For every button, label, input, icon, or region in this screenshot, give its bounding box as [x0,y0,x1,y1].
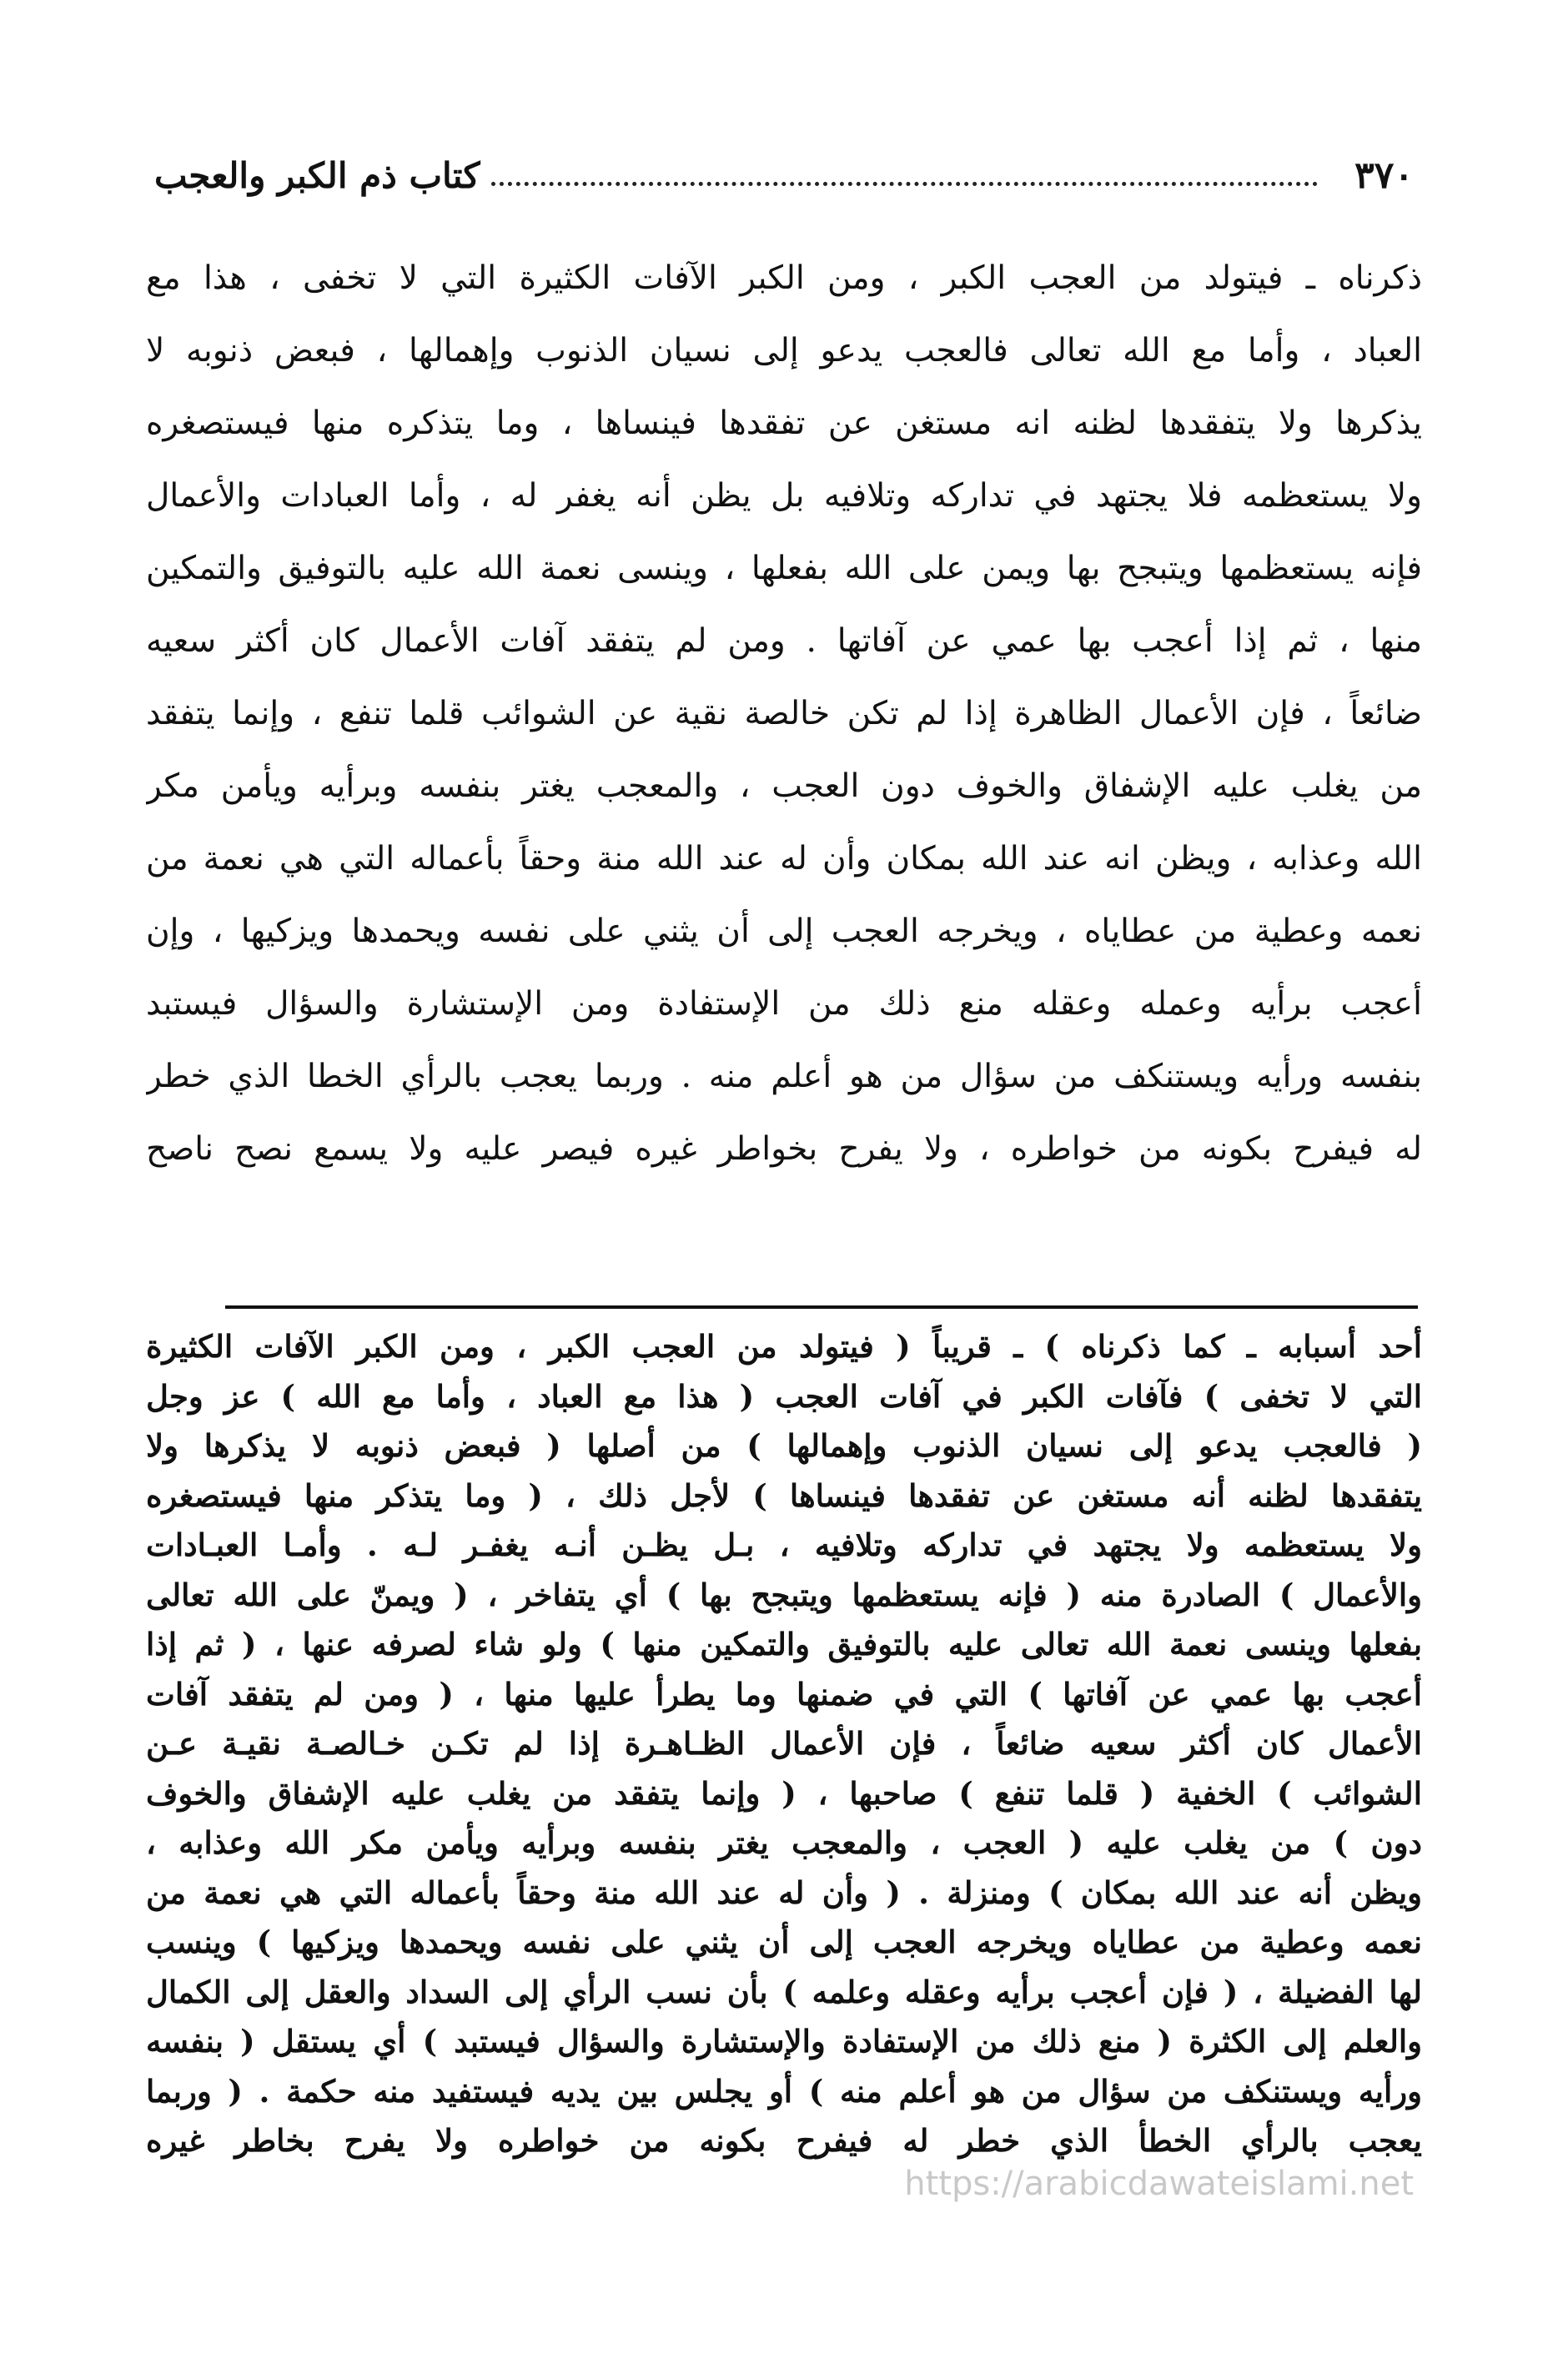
commentary-text-line: دون ) من يغلب عليه ( العجب ، والمعجب يغتر بنفسه وبرأيه ويأمن مكر الله وعذابه ، [146,1824,1422,1861]
commentary-text-block [146,1322,1422,2166]
chapter-title: كتاب ذم الكبر والعجب [154,154,480,196]
commentary-text-line: يعجب بالرأي الخطأ الذي خطر له فيفرح بكونه من خواطره ولا يفرح بخاطر غيره [146,2122,1422,2159]
commentary-text-line: ( فالعجب يدعو إلى نسيان الذنوب وإهمالها ) من أصلها ( فبعض ذنوبه لا يذكرها ولا [146,1427,1422,1464]
watermark-url: https://arabicdawateislami.net [904,2165,1414,2203]
section-divider [225,1305,1418,1309]
commentary-text-line: والأعمال ) الصادرة منه ( فإنه يستعظمها ويتبجح بها ) أي يتفاخر ، ( ويمنّ على الله تعالى [146,1576,1422,1613]
main-text-line: بنفسه ورأيه ويستنكف من سؤال من هو أعلم منه . وربما يعجب بالرأي الخطا الذي خطر [146,1058,1422,1095]
commentary-text-line: ورأيه ويستنكف من سؤال من هو أعلم منه ) أو يجلس بين يديه فيستفيد منه حكمة . ( وربما [146,2072,1422,2110]
commentary-text-line: ولا يستعظمه ولا يجتهد في تداركه وتلافيه ، بـل يظـن أنـه يغفـر لـه . وأمـا العبـادات [146,1527,1422,1563]
commentary-text-line: الشوائب ) الخفية ( قلما تنفع ) صاحبها ، ( وإنما يتفقد من يغلب عليه الإشفاق والخوف [146,1774,1422,1812]
commentary-text-line: والعلم إلى الكثرة ( منع ذلك من الإستفادة والإستشارة والسؤال فيستبد ) أي يستقل ( بنفسه [146,2023,1422,2060]
main-text-line: فإنه يستعظمها ويتبجح بها ويمن على الله بفعلها ، وينسى نعمة الله عليه بالتوفيق والتمكين [146,550,1422,587]
commentary-text-line: أعجب بها عمي عن آفاتها ) التي في ضمنها وما يطرأ عليها منها ، ( ومن لم يتفقد آفات [146,1675,1422,1713]
main-text-line: الله وعذابه ، ويظن انه عند الله بمكان وأن له عند الله منة وحقاً بأعماله التي هي نعمة من [146,840,1422,878]
commentary-text-line: نعمه وعطية من عطاياه ويخرجه العجب إلى أن يثني على نفسه ويحمدها ويزكيها ) وينسب [146,1924,1422,1960]
commentary-text-line: بفعلها وينسى نعمة الله تعالى عليه بالتوفيق والتمكين منها ) ولو شاء لصرفه عنها ، ( ثم إذا [146,1626,1422,1662]
header-dotted-leader [491,182,1318,186]
commentary-text-line: الأعمال كان أكثر سعيه ضائعاً ، فإن الأعمال الظـاهـرة إذا لم تكـن خـالصـة نقيـة عـن [146,1725,1422,1762]
main-text-line: العباد ، وأما مع الله تعالى فالعجب يدعو إلى نسيان الذنوب وإهمالها ، فبعض ذنوبه لا [146,332,1422,370]
commentary-text-line: لها الفضيلة ، ( فإن أعجب برأيه وعقله وعلمه ) بأن نسب الرأي إلى السداد والعقل إلى الكمال [146,1973,1422,2010]
main-text-line: منها ، ثم إذا أعجب بها عمي عن آفاتها . ومن لم يتفقد آفات الأعمال كان أكثر سعيه [146,622,1422,660]
main-text-line: يذكرها ولا يتفقدها لظنه انه مستغن عن تفقدها فينساها ، وما يتذكره منها فيستصغره [146,405,1422,442]
page-header [154,150,1414,200]
commentary-text-line: يتفقدها لظنه أنه مستغن عن تفقدها فينساها ) لأجل ذلك ، ( وما يتذكر منها فيستصغره [146,1476,1422,1514]
main-text-line: من يغلب عليه الإشفاق والخوف دون العجب ، والمعجب يغتر بنفسه وبرأيه ويأمن مكر [146,767,1422,805]
page-number: ٣٧٠ [1354,153,1414,197]
main-text-line: أعجب برأيه وعمله وعقله منع ذلك من الإستفادة ومن الإستشارة والسؤال فيستبد [146,985,1422,1023]
main-text-line: ولا يستعظمه فلا يجتهد في تداركه وتلافيه بل يظن أنه يغفر له ، وأما العبادات والأعمال [146,477,1422,515]
main-text-line: ذكرناه ـ فيتولد من العجب الكبر ، ومن الكبر الآفات الكثيرة التي لا تخفى ، هذا مع [146,259,1422,297]
commentary-text-line: ويظن أنه عند الله بمكان ) ومنزلة . ( وأن له عند الله منة وحقاً بأعماله التي هي نعمة من [146,1874,1422,1911]
main-text-line: نعمه وعطية من عطاياه ، ويخرجه العجب إلى أن يثني على نفسه ويحمدها ويزكيها ، وإن [146,913,1422,950]
main-text-line: له فيفرح بكونه من خواطره ، ولا يفرح بخواطر غيره فيصر عليه ولا يسمع نصح ناصح [146,1130,1422,1168]
commentary-text-line: أحد أسبابه ـ كما ذكرناه ) ـ قريباً ( فيتولد من العجب الكبر ، ومن الكبر الآفات الكثيرة [146,1328,1422,1365]
main-text-line: ضائعاً ، فإن الأعمال الظاهرة إذا لم تكن خالصة نقية عن الشوائب قلما تنفع ، وإنما يتفقد [146,695,1422,732]
main-text-block [146,242,1422,1185]
commentary-text-line: التي لا تخفى ) فآفات الكبر في آفات العجب ( هذا مع العباد ، وأما مع الله ) عز وجل [146,1377,1422,1415]
